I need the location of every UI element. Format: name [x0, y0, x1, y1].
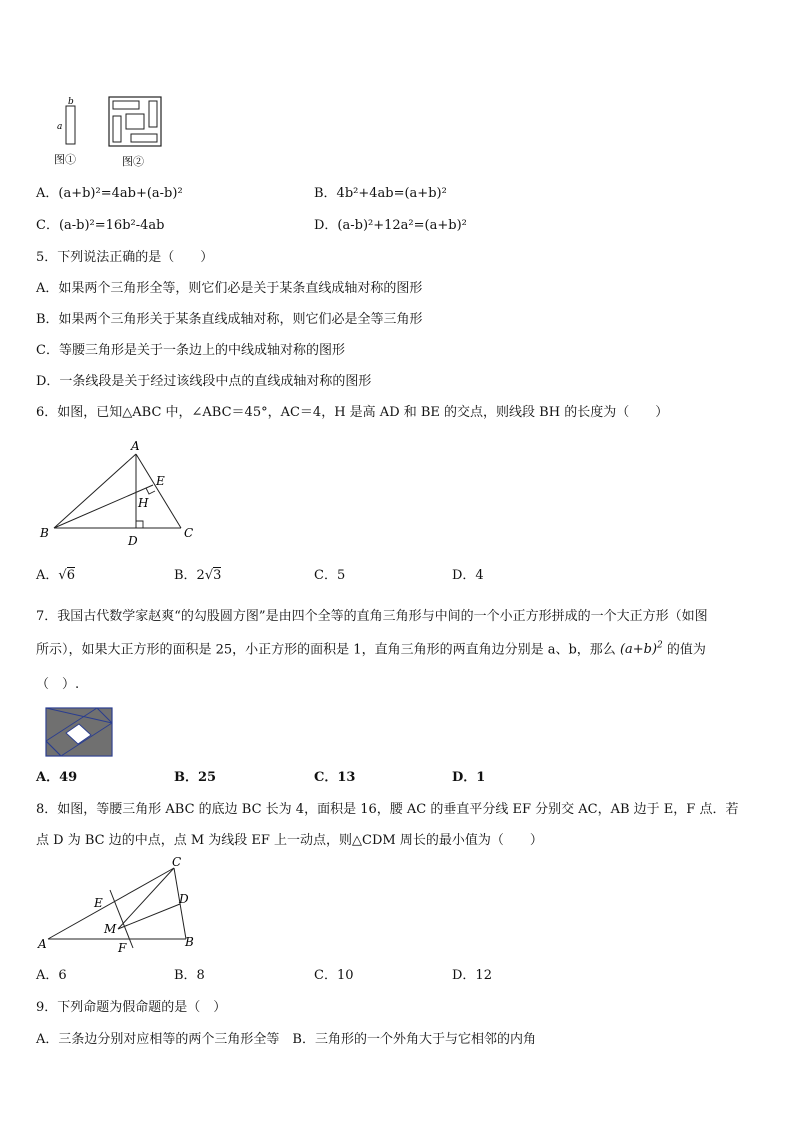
q7-expression-exponent: 2 [657, 641, 663, 651]
q6-stem: 6．如图，已知△ABC 中，∠ABC＝45°，AC＝4，H 是高 AD 和 BE 的交点，则线段 BH 的长度为（ ） [36, 405, 669, 420]
q8-stem-line1: 8．如图，等腰三角形 ABC 的底边 BC 长为 4，面积是 16，腰 AC 的垂直平分线 EF 分别交 AC，AB 边于 E，F 点．若 [36, 802, 739, 817]
q5-option-c[interactable]: C．等腰三角形是关于一条边上的中线成轴对称的图形 [36, 343, 345, 358]
q6-option-a-radicand: 6 [66, 568, 75, 583]
q4-figure-1 [52, 94, 92, 174]
q8-label-f: F [118, 941, 127, 955]
q6-label-c: C [184, 526, 194, 540]
q7-stem-line1: 7．我国古代数学家赵爽“的勾股圆方图”是由四个全等的直角三角形与中间的一个小正方形拼成的一个大正方形（如图 [36, 609, 708, 624]
q4-option-a[interactable]: A．(a+b)²=4ab+(a-b)² [36, 186, 183, 201]
q8-triangle-figure [36, 855, 206, 958]
q6-label-b: B [40, 526, 49, 540]
q8-label-m: M [104, 922, 117, 936]
sqrt-symbol-icon: √ [204, 568, 214, 583]
q6-option-a-prefix: A． [36, 568, 59, 583]
q7-expression-base: (a+b) [619, 642, 658, 658]
q7-stem-line2-end: 的值为 [666, 642, 706, 658]
q7-option-d[interactable]: D．1 [452, 770, 486, 785]
q8-option-d[interactable]: D．12 [452, 968, 492, 983]
q7-stem-line2-text: 所示），如果大正方形的面积是 25，小正方形的面积是 1，直角三角形的两直角边分别是 a、b，那么 [36, 642, 616, 658]
q4-fig1-caption: 图① [54, 153, 76, 166]
q7-pythagoras-figure [45, 707, 115, 759]
q4-fig2-outer-square [109, 97, 161, 146]
q9-stem: 9．下列命题为假命题的是（ ） [36, 1000, 227, 1015]
q7-option-b[interactable]: B．25 [174, 770, 217, 785]
q6-option-c[interactable]: C．5 [314, 568, 346, 583]
q5-option-d[interactable]: D．一条线段是关于经过该线段中点的直线成轴对称的图形 [36, 374, 372, 389]
q8-label-e: E [94, 896, 103, 910]
q6-option-d[interactable]: D．4 [452, 568, 484, 583]
q4-fig1-label-b: b [68, 97, 74, 107]
q8-stem-line2: 点 D 为 BC 边的中点，点 M 为线段 EF 上一动点，则△CDM 周长的最小值为（ ） [36, 833, 543, 848]
q4-option-c[interactable]: C．(a-b)²=16b²-4ab [36, 218, 165, 233]
sqrt-symbol-icon: √ [58, 568, 67, 583]
q7-stem-line3: （ ）. [36, 677, 80, 692]
q8-label-c: C [172, 855, 182, 869]
q4-fig2-caption: 图② [122, 155, 144, 168]
q9-options-line[interactable]: A．三条边分别对应相等的两个三角形全等 B．三角形的一个外角大于与它相邻的内角 [36, 1032, 536, 1047]
q7-option-c[interactable]: C．13 [314, 770, 356, 785]
q6-triangle-figure [36, 440, 206, 550]
q6-option-b-prefix: B．2 [174, 568, 205, 583]
q4-option-d[interactable]: D．(a-b)²+12a²=(a+b)² [314, 218, 467, 233]
q4-fig1-label-a: a [57, 122, 63, 132]
q6-label-a: A [131, 439, 140, 453]
q5-option-b[interactable]: B．如果两个三角形关于某条直线成轴对称，则它们必是全等三角形 [36, 312, 423, 327]
q8-option-b[interactable]: B．8 [174, 968, 205, 983]
q5-option-a[interactable]: A．如果两个三角形全等，则它们必是关于某条直线成轴对称的图形 [36, 281, 423, 296]
q7-expression [620, 642, 663, 657]
q7-stem-line2 [36, 641, 706, 658]
q5-stem: 5．下列说法正确的是（ ） [36, 250, 214, 265]
q8-option-c[interactable]: C．10 [314, 968, 354, 983]
q6-label-d: D [128, 534, 138, 548]
q8-label-a: A [38, 937, 47, 951]
q6-label-h: H [138, 496, 149, 510]
q4-fig1-rectangle [66, 106, 75, 144]
q8-option-a[interactable]: A．6 [36, 968, 67, 983]
q4-figure-2 [108, 96, 168, 174]
q6-option-a[interactable] [36, 568, 75, 584]
q4-option-b[interactable]: B．4b²+4ab=(a+b)² [314, 186, 447, 201]
q6-option-b-radicand: 3 [213, 568, 222, 583]
q8-label-b: B [185, 935, 194, 949]
q6-label-e: E [156, 474, 165, 488]
q6-option-b[interactable] [174, 568, 221, 584]
q8-label-d: D [179, 892, 189, 906]
q7-option-a[interactable]: A．49 [36, 770, 78, 785]
